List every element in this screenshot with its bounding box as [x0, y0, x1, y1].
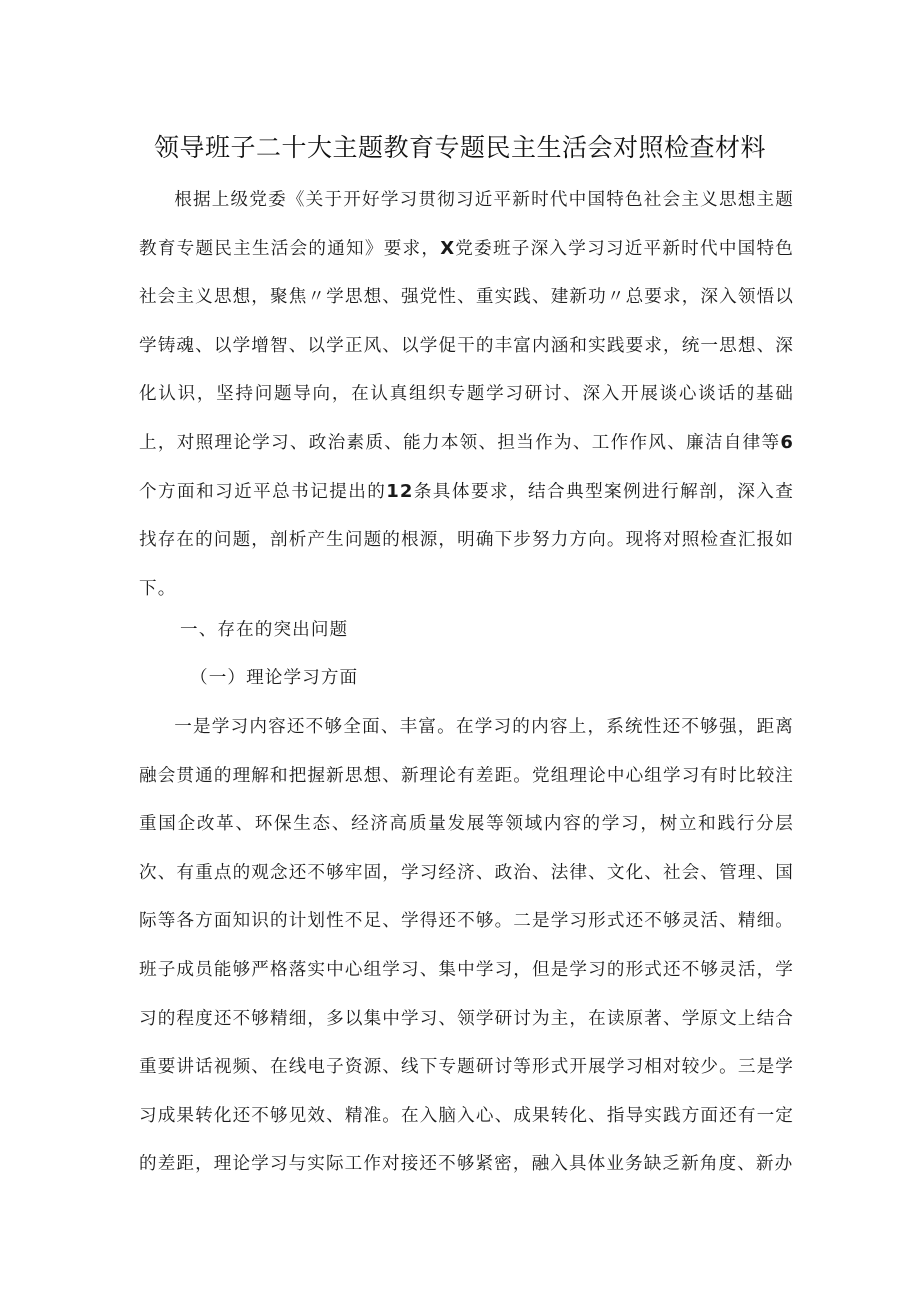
intro-text-part1: 根据上级党委《关于开好学习贯彻习近平新时代中国特色社会主义思想主题教育专题民主生活会的通知》要求，: [139, 190, 794, 259]
subsection-heading: （一）理论学习方面: [190, 668, 359, 688]
intro-paragraph: [139, 176, 794, 613]
intro-bold-x: X: [440, 237, 456, 259]
intro-bold-12: 12: [386, 480, 414, 502]
section-heading: 一、存在的突出问题: [180, 620, 349, 640]
intro-text-part3: 个方面和习近平总书记提出的: [139, 481, 387, 502]
intro-text-part2: 党委班子深入学习习近平新时代中国特色社会主义思想，聚焦〃学思想、强党性、重实践、建新功〃总要求，深入领悟以学铸魂、以学增智、以学正风、以学促干的丰富内涵和实践要求，统一思想、深化认识，坚持问题导向，在认真组织专题学习研讨、深入开展谈心谈话的基础上，对照理论学习、政治素质、能力本领、担当作为、工作作风、廉洁自律等: [139, 238, 794, 453]
intro-bold-6: 6: [780, 431, 794, 453]
document-title: 领导班子二十大主题教育专题民主生活会对照检查材料: [153, 133, 766, 162]
body-paragraph: 一是学习内容还不够全面、丰富。在学习的内容上，系统性还不够强，距离融会贯通的理解和把握新思想、新理论有差距。党组理论中心组学习有时比较注重国企改革、环保生态、经济高质量发展等领域内容的学习，树立和践行分层次、有重点的观念还不够牢固，学习经济、政治、法律、文化、社会、管理、国际等各方面知识的计划性不足、学得还不够。二是学习形式还不够灵活、精细。班子成员能够严格落实中心组学习、集中学习，但是学习的形式还不够灵活，学习的程度还不够精细，多以集中学习、领学研讨为主，在读原著、学原文上结合重要讲话视频、在线电子资源、线下专题研讨等形式开展学习相对较少。三是学习成果转化还不够见效、精准。在入脑入心、成果转化、指导实践方面还有一定的差距，理论学习与实际工作对接还不够紧密，融入具体业务缺乏新角度、新办: [139, 717, 794, 1175]
intro-text-part4: 条具体要求，结合典型案例进行解剖，深入查找存在的问题，剖析产生问题的根源，明确下步努力方向。现将对照检查汇报如下。: [139, 481, 794, 599]
